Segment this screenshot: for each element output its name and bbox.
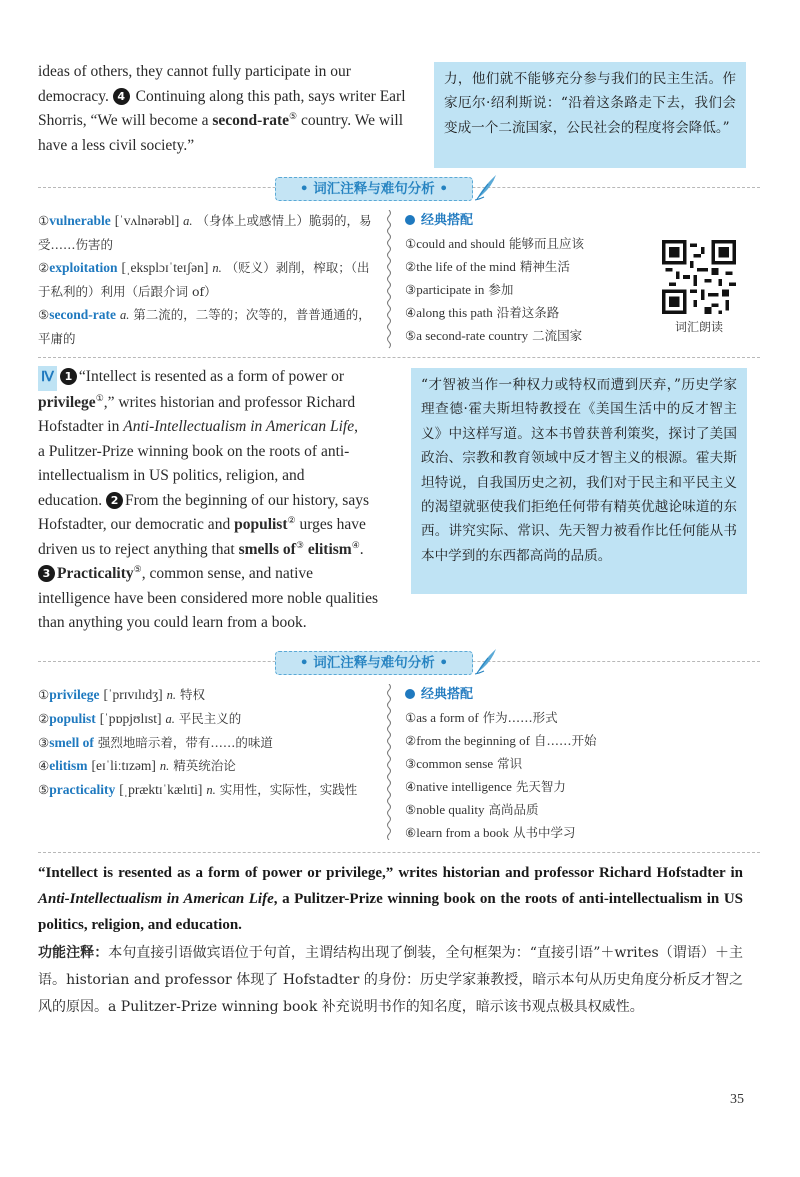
text-line: Hofstadter, our democratic and populist② urges have [38, 514, 366, 533]
divider [38, 852, 760, 853]
text-line: have a less civil society.” [38, 136, 195, 154]
section-header-vocab-analysis [0, 174, 800, 204]
vocab-item: ③smell of 强烈地暗示着，带有……的味道 [38, 735, 273, 750]
paragraph-4-english [38, 365, 396, 636]
paragraph-3-english [38, 60, 422, 158]
paragraph-4-chinese-translation: “才智被当作一种权力或特权而遭到厌弃，”历史学家理查德·霍夫斯坦特教授在《美国生活中的反才智主义》中这样写道。这本书曾获普利策奖，探讨了美国政治、宗教和教育领域中反才智主义的根源。霍夫斯坦特说，自我国历史之初，我们对于民主和平民主义的渴望就驱使我们拒绝任何带有精英优越论味道的东西。讲究实际、常识、先天智力被看作比任何能从书本中学到的东西都高尚的品质。 [411, 368, 747, 594]
collocation-item: ⑤noble quality 高尚品质 [405, 802, 539, 817]
vocab-item: ①privilege [ˈprɪvɪlɪdʒ] n. 特权 [38, 687, 206, 702]
text-line: ideas of others, they cannot fully participate in our [38, 63, 351, 80]
collocation-item: ③common sense 常识 [405, 756, 523, 771]
quill-pen-icon [474, 172, 500, 202]
paragraph-number: Ⅳ [38, 366, 57, 391]
section-header-vocab-analysis [0, 648, 800, 678]
text-line: privilege①,” writes historian and professor Richard [38, 392, 356, 411]
qr-code-icon[interactable] [662, 240, 736, 314]
section-label: • 词汇注释与难句分析 • [275, 177, 473, 201]
section-label: • 词汇注释与难句分析 • [275, 651, 473, 675]
collocation-item: ④native intelligence 先天智力 [405, 779, 566, 794]
text-line: Hofstadter in Anti-Intellectualism in American Life, [38, 418, 358, 435]
sentence-number: 4 [113, 88, 130, 105]
vocab-item: ②populist [ˈpɒpjʊlɪst] a. 平民主义的 [38, 711, 242, 726]
vocab-item: ②exploitation [ˌeksplɔɪˈteɪʃən] n. （贬义）剥削，榨取；（出于私利的）利用（后跟介词 of） [38, 260, 370, 299]
bullet-icon [405, 215, 415, 225]
vocab-item: ④elitism [eɪˈliːtɪzəm] n. 精英统治论 [38, 758, 236, 773]
qr-code-label: 词汇朗读 [674, 320, 723, 334]
text-line: driven us to reject anything that smells of③ elitism④. [38, 539, 364, 558]
text-line: 3 Practicality⑤, common sense, and native [38, 562, 396, 587]
text-line: education. 2 From the beginning of our history, says [38, 491, 369, 509]
collocation-item: ①could and should 能够而且应该 [405, 236, 585, 251]
bullet-icon [405, 689, 415, 699]
vocab-list [38, 209, 378, 350]
collocation-title: 经典搭配 [405, 683, 735, 706]
page-number: 35 [730, 1092, 744, 1107]
collocation-list [405, 683, 735, 844]
collocation-item: ⑤a second-rate country 二流国家 [405, 328, 583, 343]
collocation-item: ①as a form of 作为……形式 [405, 710, 558, 725]
wavy-divider [386, 684, 392, 840]
analysis-quote: “Intellect is resented as a form of power or privilege,” writes historian and professor Richard Hofstadter in Anti-Intellectualism in American Life, a Pulitzer-Prize winning book on the roots of anti-intellectualism in US politics, religion, and education. [38, 865, 743, 933]
text-line: Shorris, “We will become a second-rate⑤ country. We will [38, 110, 404, 129]
sentence-number: 2 [106, 492, 123, 509]
collocation-item: ⑥learn from a book 从书中学习 [405, 825, 576, 840]
collocation-item: ③participate in 参加 [405, 282, 514, 297]
collocation-item: ②the life of the mind 精神生活 [405, 259, 570, 274]
text-line: intelligence have been considered more noble qualities [38, 589, 379, 607]
text-line: a Pulitzer-Prize winning book on the roots of anti- [38, 442, 350, 460]
paragraph-3-chinese-translation: 力，他们就不能够充分参与我们的民主生活。作家厄尔·绍利斯说：“沿着这条路走下去，我们会变成一个二流国家，公民社会的程度将会降低。” [434, 62, 746, 168]
divider [38, 357, 760, 358]
quill-pen-icon [474, 646, 500, 676]
wavy-divider [386, 210, 392, 350]
analysis-note: 功能注释：本句直接引语做宾语位于句首，主谓结构出现了倒装，全句框架为：“直接引语”＋writes（谓语）＋主语。historian and professor 体现了 Hofstadter 的身份：历史学家兼教授，暗示本句从历史角度分析反才智之风的原因。a Pulitzer-Prize winning book 补充说明书作的知名度，暗示该书观点极具权威性。 [38, 945, 744, 1015]
text-line: intellectualism in US politics, religion, and [38, 467, 305, 484]
text-line: than anything you could learn from a book. [38, 614, 307, 631]
collocation-item: ②from the beginning of 自……开始 [405, 733, 597, 748]
collocation-item: ④along this path 沿着这条路 [405, 305, 560, 320]
sentence-number: 1 [60, 368, 77, 385]
sentence-analysis [38, 860, 743, 1021]
collocation-list [405, 209, 655, 347]
vocab-item: ⑤second-rate a. 第二流的，二等的；次等的，普普通通的，平庸的 [38, 307, 371, 346]
text-line: Ⅳ 1 “Intellect is resented as a form of power or [38, 365, 396, 391]
collocation-title: 经典搭配 [405, 209, 655, 232]
vocab-item: ①vulnerable [ˈvʌlnərəbl] a. （身体上或感情上）脆弱的，易受……伤害的 [38, 213, 372, 252]
vocab-list [38, 683, 378, 802]
text-line: democracy. 4 Continuing along this path, says writer Earl [38, 87, 406, 105]
vocab-item: ⑤practicality [ˌpræktɪˈkælɪti] n. 实用性，实际性，实践性 [38, 782, 358, 797]
sentence-number: 3 [38, 565, 55, 582]
